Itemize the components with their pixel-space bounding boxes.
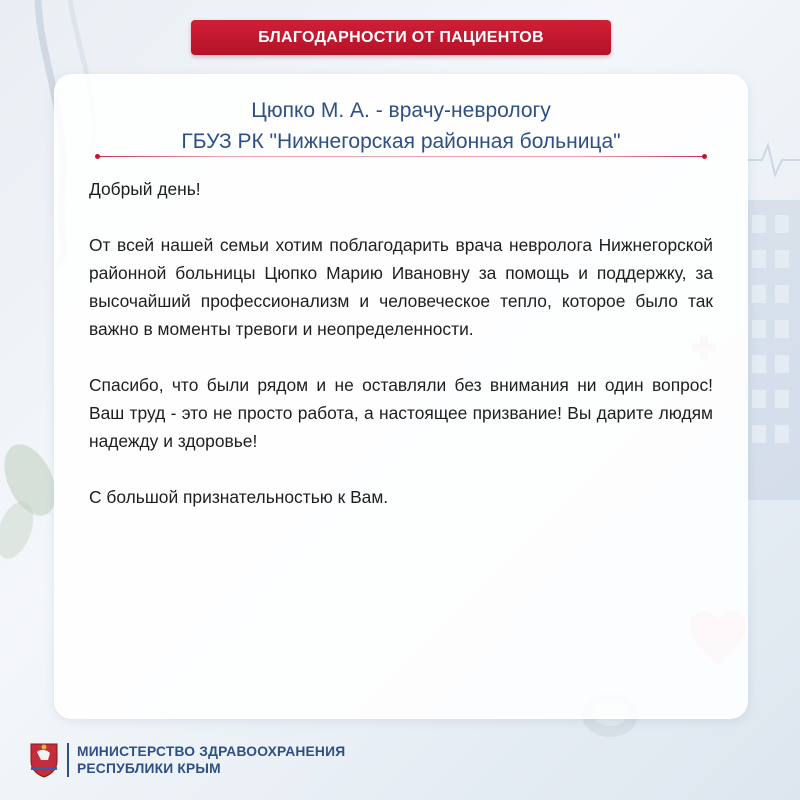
greeting-paragraph: Добрый день! — [89, 179, 201, 199]
letter-body — [89, 175, 713, 539]
closing-paragraph: С большой признательностью к Вам. — [89, 487, 389, 507]
ecg-line-icon — [748, 145, 800, 175]
ministry-name-line2: РЕСПУБЛИКИ КРЫМ — [77, 761, 221, 776]
ministry-name-line1: МИНИСТЕРСТВО ЗДРАВООХРАНЕНИЯ — [77, 744, 346, 759]
ministry-name — [77, 743, 345, 777]
letter-paragraph: От всей нашей семьи хотим поблагодарить врача невролога Нижнегорской районной больницы Цюпко Марию Ивановну за помощь и поддержку, за высочайший профессионализм и человеческое тепло, которое было так важно в моменты тревоги и неопределенности. — [89, 235, 713, 339]
section-banner — [191, 20, 611, 55]
crimea-coat-of-arms-icon — [28, 741, 60, 779]
letter-card — [54, 74, 748, 719]
letter-paragraph: Спасибо, что были рядом и не оставляли без внимания ни один вопрос! Ваш труд - это не просто работа, а настоящее призвание! Вы дарите людям надежду и здоровье! — [89, 375, 713, 451]
ministry-footer — [28, 740, 345, 780]
banner-title: БЛАГОДАРНОСТИ ОТ ПАЦИЕНТОВ — [258, 28, 544, 46]
title-divider — [97, 156, 705, 157]
recipient-line: Цюпко М. А. - врачу-неврологу — [251, 99, 551, 122]
hospital-line: ГБУЗ РК "Нижнегорская районная больница" — [181, 130, 621, 153]
footer-separator — [67, 743, 69, 777]
hospital-building-icon — [745, 200, 800, 500]
card-title — [55, 95, 747, 157]
